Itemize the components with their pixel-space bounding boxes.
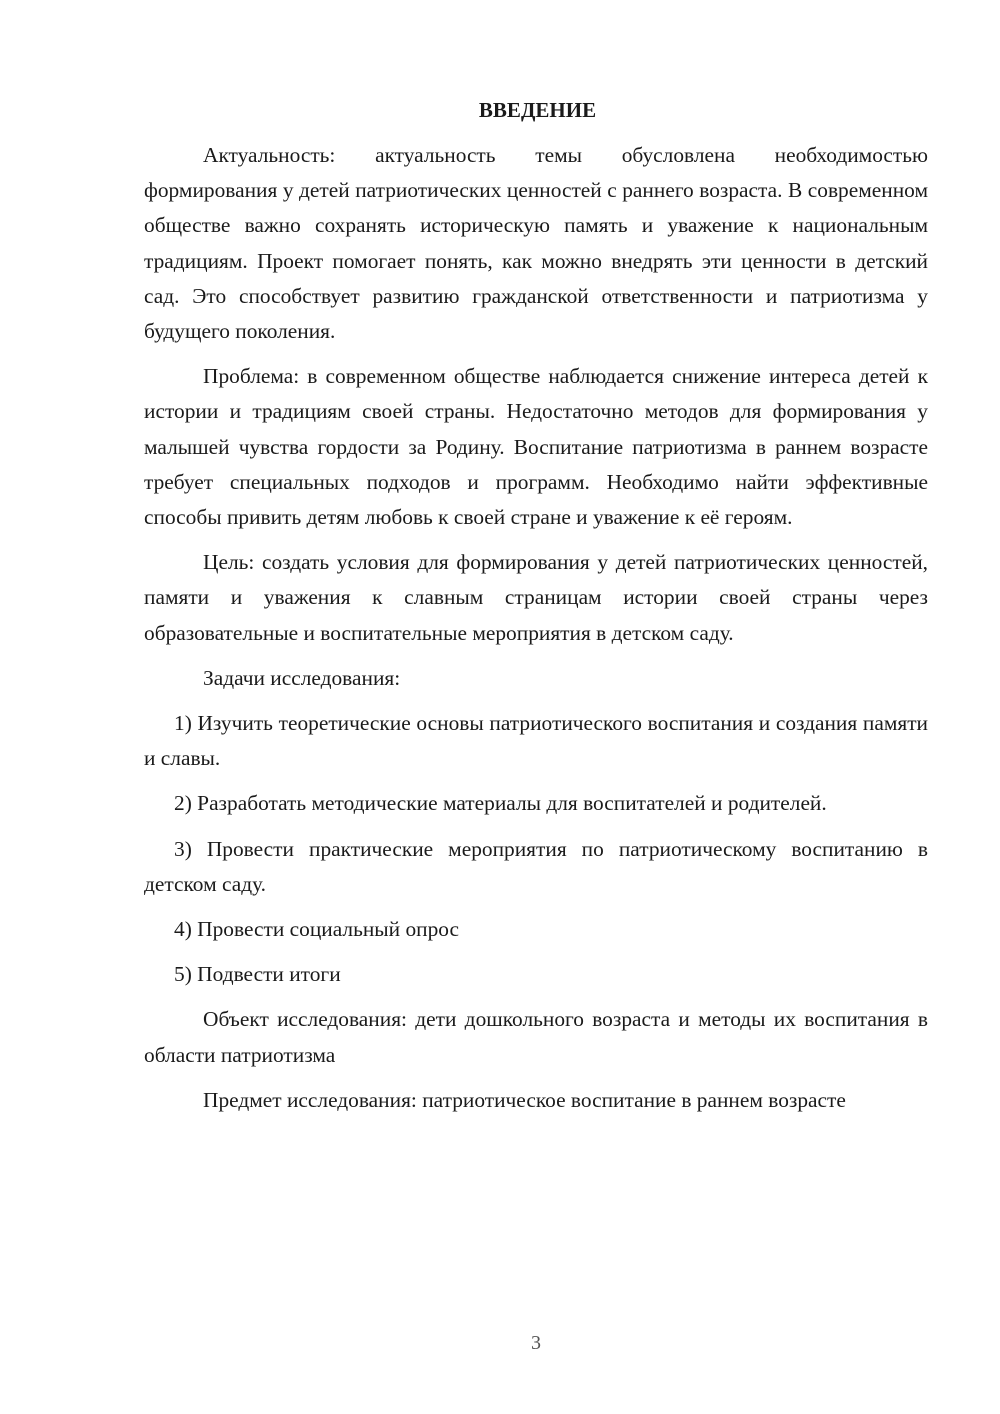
tasks-list (144, 706, 928, 992)
relevance-paragraph: Актуальность: актуальность темы обусловлена необходимостью формирования у детей патриотических ценностей с раннего возраста. В современном обществе важно сохранять историческую память и уважение к национальным традициям. Проект помогает понять, как можно внедрять эти ценности в детский сад. Это способствует развитию гражданской ответственности и патриотизма у будущего поколения. (144, 143, 928, 344)
task-item: 5) Подвести итоги (174, 962, 341, 987)
object-paragraph: Объект исследования: дети дошкольного возраста и методы их воспитания в области патриотизма (144, 1007, 928, 1067)
problem-paragraph: Проблема: в современном обществе наблюдается снижение интереса детей к истории и традициям своей страны. Недостаточно методов для формирования у малышей чувства гордости за Родину. Воспитание патриотизма в раннем возрасте требует специальных подходов и программ. Необходимо найти эффективные способы привить детям любовь к своей стране и уважение к её героям. (144, 364, 928, 530)
page-number: 3 (531, 1332, 541, 1354)
document-page (144, 93, 928, 1118)
task-item: 1) Изучить теоретические основы патриотического воспитания и создания памяти и славы. (144, 711, 928, 771)
tasks-heading: Задачи исследования: (203, 665, 401, 690)
subject-paragraph: Предмет исследования: патриотическое воспитание в раннем возрасте (203, 1087, 846, 1112)
task-item: 4) Провести социальный опрос (174, 917, 460, 942)
section-heading: ВВЕДЕНИЕ (478, 98, 597, 122)
task-item: 2) Разработать методические материалы для воспитателей и родителей. (174, 791, 827, 816)
task-item: 3) Провести практические мероприятия по патриотическому воспитанию в детском саду. (144, 836, 928, 896)
goal-paragraph: Цель: создать условия для формирования у детей патриотических ценностей, памяти и уважения к славным страницам истории своей страны через образовательные и воспитательные мероприятия в детском саду. (144, 550, 928, 645)
